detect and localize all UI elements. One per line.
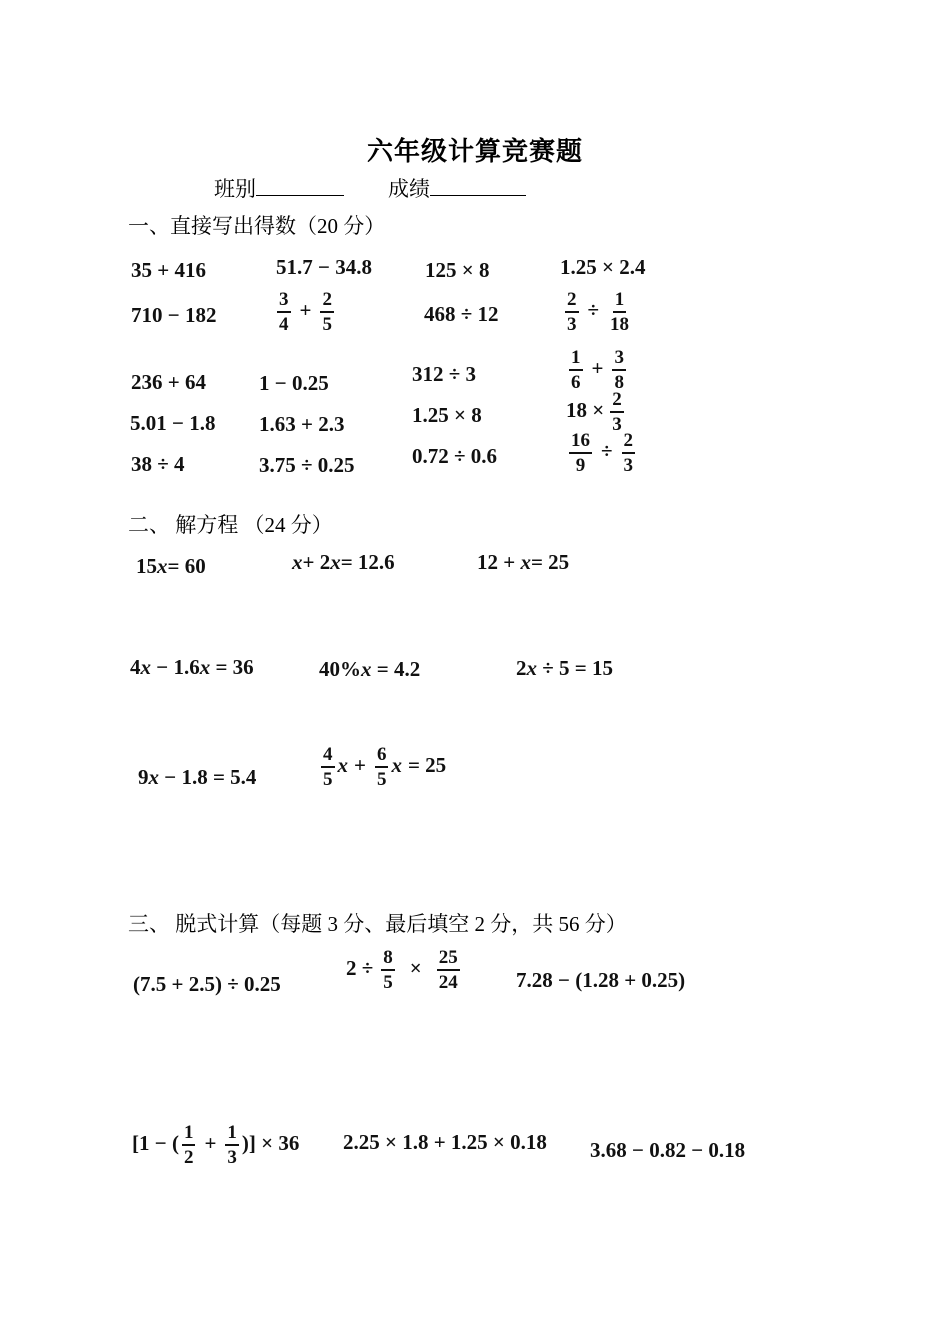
oral-item: 1.25 × 2.4: [560, 255, 646, 279]
oral-item: 468 ÷ 12: [424, 302, 499, 326]
oral-item-fraction: $\frac{1}{6}$ + $\frac{3}{8}$: [571, 347, 624, 393]
calc-problem: (7.5 + 2.5) ÷ 0.25: [133, 972, 281, 996]
equation: x+ 2x= 12.6: [292, 550, 395, 574]
oral-item: 312 ÷ 3: [412, 362, 477, 386]
equation: 15x= 60: [136, 554, 206, 578]
oral-item: 236 + 64: [131, 370, 206, 394]
equation: 2x ÷ 5 = 15: [516, 656, 613, 680]
calc-problem: 7.28 − (1.28 + 0.25): [516, 968, 686, 992]
oral-item: 5.01 − 1.8: [130, 411, 216, 435]
score-field: [388, 173, 526, 203]
class-label: 班别: [214, 177, 256, 201]
class-blank: [256, 175, 344, 196]
oral-item: 3.75 ÷ 0.25: [259, 453, 355, 477]
oral-item: 1.63 + 2.3: [259, 412, 345, 436]
oral-item: 38 ÷ 4: [131, 452, 185, 476]
equation-fraction: $\frac{4}{5}$ x + $\frac{6}{5}$ x = 25: [323, 744, 447, 790]
calc-problem-fraction: 2 ÷ $\frac{8}{5}$ × $\frac{25}{24}$: [346, 947, 458, 993]
equation: 4x − 1.6x = 36: [130, 655, 254, 679]
score-blank: [430, 175, 526, 196]
calc-problem-fraction: [1 − ( $\frac{1}{2}$ + $\frac{1}{3}$ )] × 36: [132, 1122, 300, 1168]
page-title: 六年级计算竞赛题: [366, 137, 583, 166]
section3-heading: 三、 脱式计算（每题 3 分、最后填空 2 分，共 56 分）: [128, 912, 627, 936]
oral-item-fraction: $\frac{2}{3}$ ÷ $\frac{1}{18}$: [567, 289, 630, 335]
class-field: [214, 173, 344, 203]
oral-item-fraction: $\frac{3}{4}$ + $\frac{2}{5}$: [279, 289, 332, 335]
equation: 40%x = 4.2: [319, 657, 421, 681]
section2-heading: 二、 解方程 （24 分）: [128, 513, 333, 537]
calc-problem: 2.25 × 1.8 + 1.25 × 0.18: [343, 1130, 547, 1154]
oral-item: 125 × 8: [425, 258, 490, 282]
equation: 9x − 1.8 = 5.4: [138, 765, 257, 789]
equation: 12 + x= 25: [477, 550, 570, 574]
section1-heading: 一、直接写出得数（20 分）: [128, 214, 386, 238]
oral-item: 51.7 − 34.8: [276, 255, 372, 279]
oral-item-fraction: 18 × $\frac{2}{3}$: [566, 389, 622, 435]
oral-item: 0.72 ÷ 0.6: [412, 444, 498, 468]
oral-item: 710 − 182: [131, 303, 217, 327]
oral-item: 35 + 416: [131, 258, 206, 282]
calc-problem: 3.68 − 0.82 − 0.18: [590, 1138, 746, 1162]
score-label: 成绩: [388, 177, 430, 201]
oral-item-fraction: $\frac{16}{9}$ ÷ $\frac{2}{3}$: [571, 430, 634, 476]
oral-item: 1.25 × 8: [412, 403, 482, 427]
oral-item: 1 − 0.25: [259, 371, 329, 395]
